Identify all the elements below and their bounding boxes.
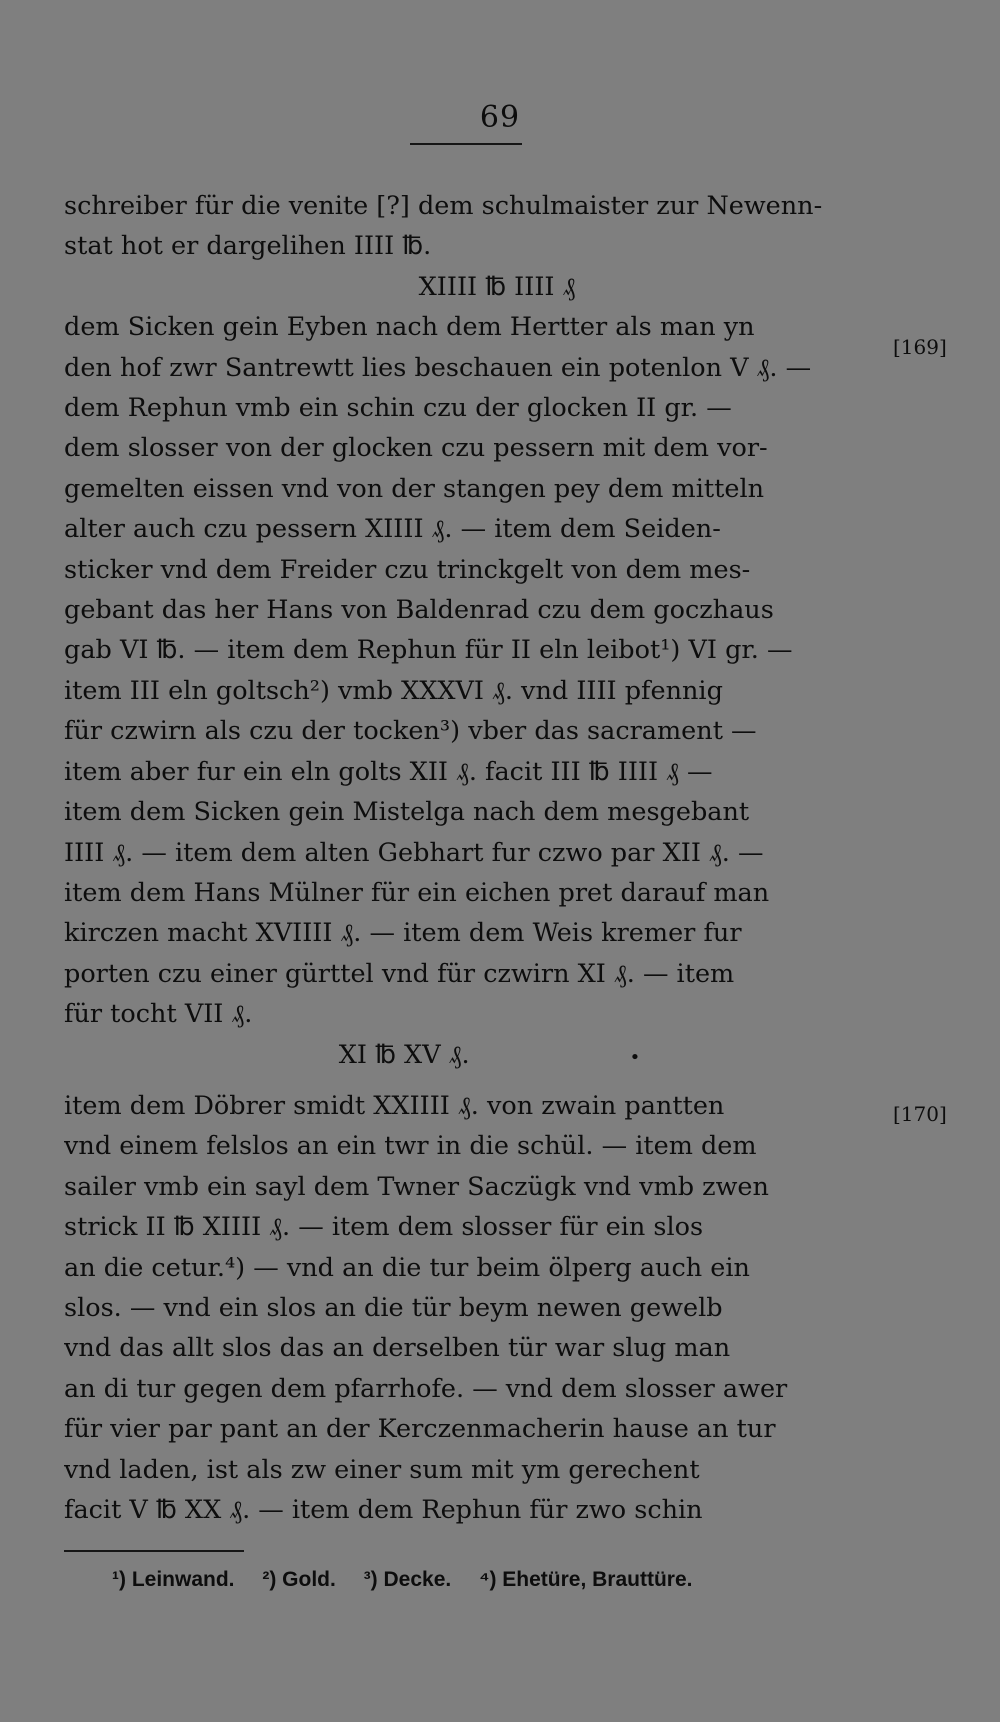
text-line: für tocht VII ₰. xyxy=(64,999,253,1030)
marginal-note-169: [169] xyxy=(893,335,947,359)
text-line: den hof zwr Santrewtt lies beschauen ein potenlon V ₰. — xyxy=(64,352,812,383)
text-line: kirczen macht XVIIII ₰. — item dem Weis kremer fur xyxy=(64,918,742,949)
text-line: gab VI ℔. — item dem Rephun für II eln leibot¹) VI gr. — xyxy=(64,635,793,666)
text-line: dem Sicken gein Eyben nach dem Hertter als man yn xyxy=(64,312,755,343)
text-line: porten czu einer gürttel vnd für czwirn XI ₰. — item xyxy=(64,958,735,989)
text-line: vnd das allt slos das an derselben tür war slug man xyxy=(64,1333,731,1364)
text-line: IIII ₰. — item dem alten Gebhart fur czwo par XII ₰. — xyxy=(64,837,764,868)
footnote-1: ¹) Leinwand. xyxy=(112,1568,235,1591)
text-line: strick II ℔ XIIII ₰. — item dem slosser für ein slos xyxy=(64,1212,704,1243)
text-line: alter auch czu pessern XIIII ₰. — item dem Seiden- xyxy=(64,514,721,545)
body-text xyxy=(64,186,870,1530)
text-line: item dem Döbrer smidt XXIIII ₰. von zwain pantten xyxy=(64,1090,725,1121)
footnote-2: ²) Gold. xyxy=(262,1568,336,1591)
text-line: stat hot er dargelihen IIII ℔. xyxy=(64,231,432,262)
footnote-rule xyxy=(64,1550,244,1552)
sum-text: XI ℔ XV ₰. xyxy=(338,1039,470,1070)
text-line: slos. — vnd ein slos an die tür beym newen gewelb xyxy=(64,1292,723,1323)
marginal-note-170: [170] xyxy=(893,1102,947,1126)
text-line: sailer vmb ein sayl dem Twner Saczügk vnd vmb zwen xyxy=(64,1171,769,1202)
text-line: schreiber für die venite [?] dem schulmaister zur Newenn- xyxy=(64,191,823,221)
sum-line xyxy=(64,1035,870,1078)
text-line: item aber fur ein eln golts XII ₰. facit III ℔ IIII ₰ — xyxy=(64,756,713,787)
text-line: vnd laden, ist als zw einer sum mit ym gerechent xyxy=(64,1454,700,1485)
footnotes xyxy=(112,1568,714,1592)
text-line: dem Rephun vmb ein schin czu der glocken II gr. — xyxy=(64,393,732,424)
page-number-rule xyxy=(410,143,522,145)
text-line: item dem Hans Mülner für ein eichen pret darauf man xyxy=(64,877,770,908)
page-number: 69 xyxy=(479,100,521,135)
text-line: gebant das her Hans von Baldenrad czu dem goczhaus xyxy=(64,595,774,626)
text-line: für czwirn als czu der tocken³) vber das sacrament — xyxy=(64,716,757,747)
footnote-3: ³) Decke. xyxy=(363,1568,452,1591)
text-line: an die cetur.⁴) — vnd an die tur beim ölperg auch ein xyxy=(64,1252,750,1283)
text-line: gemelten eissen vnd von der stangen pey dem mitteln xyxy=(64,473,765,504)
text-line: vnd einem felslos an ein twr in die schül. — item dem xyxy=(64,1131,757,1162)
text-line: für vier par pant an der Kerczenmacherin hause an tur xyxy=(64,1414,776,1445)
text-line: item III eln goltsch²) vmb XXXVI ₰. vnd IIII pfennig xyxy=(64,675,723,706)
text-line: facit V ℔ XX ₰. — item dem Rephun für zwo schin xyxy=(64,1495,703,1525)
footnote-4: ⁴) Ehetüre, Brauttüre. xyxy=(479,1568,693,1591)
sum-line: XIIII ℔ IIII ₰ xyxy=(418,271,576,302)
text-line: sticker vnd dem Freider czu trinckgelt von dem mes- xyxy=(64,554,751,585)
text-line: dem slosser von der glocken czu pessern mit dem vor- xyxy=(64,433,768,464)
text-line: item dem Sicken gein Mistelga nach dem mesgebant xyxy=(64,797,750,828)
bullet-mark: • xyxy=(629,1046,641,1068)
text-line: an di tur gegen dem pfarrhofe. — vnd dem slosser awer xyxy=(64,1373,788,1404)
